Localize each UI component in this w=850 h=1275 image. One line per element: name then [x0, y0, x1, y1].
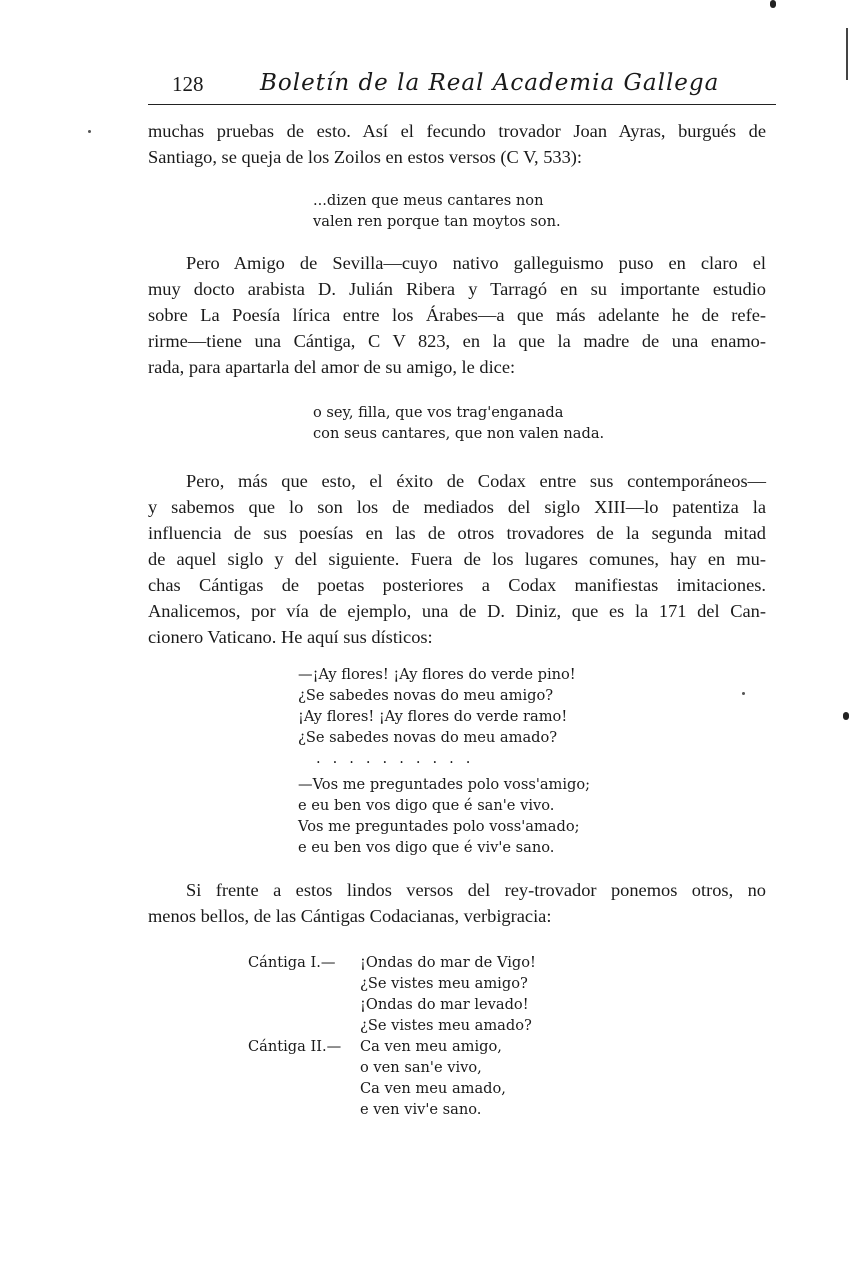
verse-line: e ven viv'e sano. — [360, 1101, 482, 1118]
page-edge-mark — [846, 28, 848, 80]
verse-quote-2 — [313, 402, 604, 444]
paragraph-4 — [148, 877, 766, 929]
verse-line: e eu ben vos digo que é san'e vivo. — [298, 797, 555, 814]
verse-line: ¿Se sabedes novas do meu amado? — [298, 729, 558, 746]
cantiga-label: Cántiga I.— — [248, 954, 336, 971]
verse-line: o sey, filla, que vos trag'enganada — [313, 404, 564, 421]
paragraph-2 — [148, 250, 766, 380]
verse-quote-4 — [298, 774, 590, 858]
text-line: Analicemos, por vía de ejemplo, una de D. Diniz, que es la 171 del Can- — [148, 601, 766, 621]
verse-line: ¡Ay flores! ¡Ay flores do verde ramo! — [298, 708, 568, 725]
text-line: muchas pruebas de esto. Así el fecundo trovador Joan Ayras, burgués de — [148, 121, 766, 141]
verse-line: ¿Se vistes meu amigo? — [360, 975, 528, 992]
verse-line: Ca ven meu amigo, — [360, 1038, 502, 1055]
verse-line: Vos me preguntades polo voss'amado; — [298, 818, 580, 835]
text-line: muy docto arabista D. Julián Ribera y Tarragó en su importante estudio — [148, 279, 766, 299]
verse-line: e eu ben vos digo que é viv'e sano. — [298, 839, 555, 856]
text-line: Si frente a estos lindos versos del rey-trovador ponemos otros, no — [186, 880, 766, 900]
paragraph-1 — [148, 118, 766, 170]
text-line: cionero Vaticano. He aquí sus dísticos: — [148, 627, 433, 647]
text-line: Santiago, se queja de los Zoilos en estos versos (C V, 533): — [148, 147, 583, 167]
verse-line: —¡Ay flores! ¡Ay flores do verde pino! — [298, 666, 576, 683]
ellipsis-dots: .......... — [316, 750, 483, 767]
ink-speck — [742, 692, 745, 695]
text-line: de aquel siglo y del siguiente. Fuera de los lugares comunes, hay en mu- — [148, 549, 766, 569]
verse-line: —Vos me preguntades polo voss'amigo; — [298, 776, 591, 793]
cantiga-label: Cántiga II.— — [248, 1038, 342, 1055]
verse-line: con seus cantares, que non valen nada. — [313, 425, 605, 442]
verse-line: o ven san'e vivo, — [360, 1059, 482, 1076]
text-line: influencia de sus poesías en las de otros trovadores de la segunda mitad — [148, 523, 766, 543]
verse-line: ¡Ondas do mar de Vigo! — [360, 954, 536, 971]
text-line: y sabemos que lo son los de mediados del siglo XIII—lo patentiza la — [148, 497, 766, 517]
verse-line: ¿Se sabedes novas do meu amigo? — [298, 687, 554, 704]
journal-title: Boletín de la Real Academia Gallega — [260, 70, 720, 96]
text-line: menos bellos, de las Cántigas Codacianas, verbigracia: — [148, 906, 552, 926]
page-number: 128 — [172, 72, 204, 96]
verse-line: ¡Ondas do mar levado! — [360, 996, 529, 1013]
text-line: sobre La Poesía lírica entre los Árabes—a que más adelante he de refe- — [148, 305, 766, 325]
verse-line: ¿Se vistes meu amado? — [360, 1017, 532, 1034]
verse-line: Ca ven meu amado, — [360, 1080, 506, 1097]
running-header — [148, 68, 776, 105]
verse-quote-3 — [298, 664, 576, 769]
text-line: Pero Amigo de Sevilla—cuyo nativo galleguismo puso en claro el — [186, 253, 766, 273]
text-line: Pero, más que esto, el éxito de Codax entre sus contemporáneos— — [186, 471, 766, 491]
text-line: rirme—tiene una Cántiga, C V 823, en la que la madre de una enamo- — [148, 331, 766, 351]
text-line: rada, para apartarla del amor de su amigo, le dice: — [148, 357, 516, 377]
verse-line: ...dizen que meus cantares non — [313, 192, 544, 209]
paragraph-3 — [148, 468, 766, 650]
ink-spot — [770, 0, 776, 8]
verse-quote-1 — [313, 190, 561, 232]
ink-speck — [88, 130, 91, 133]
ink-spot — [843, 712, 849, 720]
verse-line: valen ren porque tan moytos son. — [313, 213, 561, 230]
text-line: chas Cántigas de poetas posteriores a Codax manifiestas imitaciones. — [148, 575, 766, 595]
